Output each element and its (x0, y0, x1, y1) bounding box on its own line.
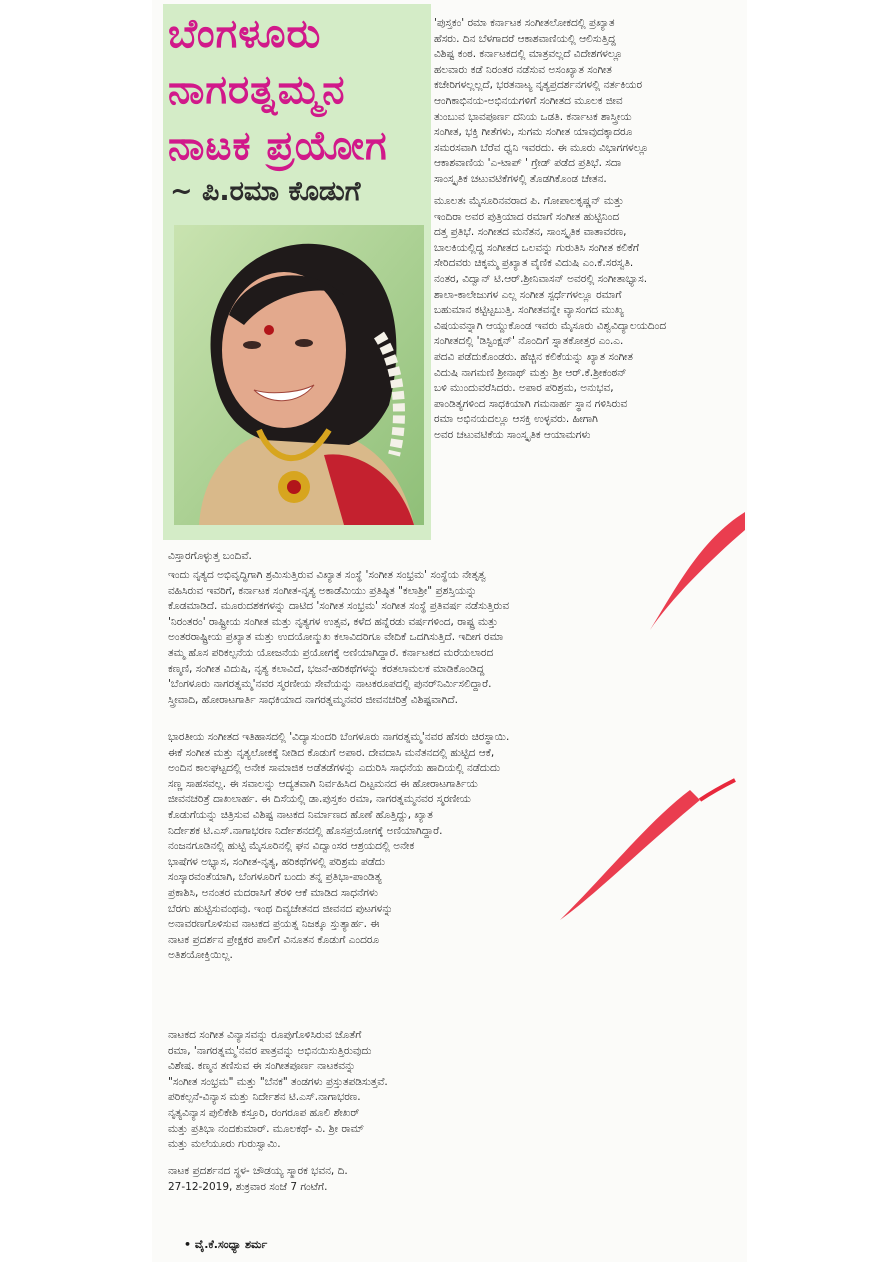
paragraph-6: ನಾಟಕದ ಸಂಗೀತ ವಿನ್ಯಾಸವನ್ನು ರೂಪುಗೊಳಿಸಿರುವ ಜೊತೆಗೆ ರಮಾ, 'ನಾಗರತ್ನಮ್ಮ'ನವರ ಪಾತ್ರವನ್ನು ಅಭಿನಯಿಸುತ್ತಿರುವುದು ವಿಶೇಷ. ಕಣ್ಮನ ತಣಿಸುವ ಈ ಸಂಗೀತಪೂರ್ಣ ನಾಟಕವನ್ನು "ಸಂಗೀತ ಸಂಭ್ರಮ" ಮತ್ತು "ಬೆನಕ" ತಂಡಗಳು ಪ್ರಸ್ತುತಪಡಿಸುತ್ತವೆ. ಪರಿಕಲ್ಪನೆ-ವಿನ್ಯಾಸ ಮತ್ತು ನಿರ್ದೇಶನ ಟಿ.ಎಸ್.ನಾಗಾಭರಣ. ನೃತ್ಯವಿನ್ಯಾಸ ಪುಲಿಕೇಶಿ ಕಸ್ತೂರಿ, ರಂಗರೂಪ ಹೂಲಿ ಶೇಖರ್ ಮತ್ತು ಪ್ರತಿಭಾ ನಂದಕುಮಾರ್. ಮೂಲಕಥೆ- ವಿ. ಶ್ರೀ ರಾಮ್ ಮತ್ತು ಮಲೆಯೂರು ಗುರುಸ್ವಾಮಿ. (168, 1029, 388, 1151)
paragraph-3: ವಿಸ್ತಾರಗೊಳ್ಳುತ್ತ ಬಂದಿವೆ. (168, 550, 252, 562)
paragraph-4: ಇಂದು ನೃತ್ಯದ ಅಭಿವೃದ್ಧಿಗಾಗಿ ಶ್ರಮಿಸುತ್ತಿರುವ ವಿಖ್ಯಾತ ಸಂಸ್ಥೆ 'ಸಂಗೀತ ಸಂಭ್ರಮ' ಸಂಸ್ಥೆಯ ನೇತೃತ್ವ ವಹಿಸಿರುವ ಇವರಿಗೆ, ಕರ್ನಾಟಕ ಸಂಗೀತ-ನೃತ್ಯ ಅಕಾಡೆಮಿಯು ಪ್ರತಿಷ್ಠಿತ "ಕಲಾಶ್ರೀ" ಪ್ರಶಸ್ತಿಯನ್ನು ಕೊಡಮಾಡಿದೆ. ಮೂರುದಶಕಗಳನ್ನು ದಾಟಿದ 'ಸಂಗೀತ ಸಂಭ್ರಮ' ಸಂಗೀತ ಸಂಸ್ಥೆ ಪ್ರತಿವರ್ಷ ನಡೆಸುತ್ತಿರುವ 'ನಿರಂತರಂ' ರಾಷ್ಟ್ರೀಯ ಸಂಗೀತ ಮತ್ತು ನೃತ್ಯಗಳ ಉತ್ಸವ, ಕಳೆದ ಹನ್ನೆರಡು ವರ್ಷಗಳಿಂದ, ರಾಷ್ಟ್ರ ಮತ್ತು ಅಂತರರಾಷ್ಟ್ರೀಯ ಪ್ರಖ್ಯಾತ ಮತ್ತು ಉದಯೋನ್ಮುಖ ಕಲಾವಿದರಿಗೂ ವೇದಿಕೆ ಒದಗಿಸುತ್ತಿದೆ. ಇದೀಗ ರಮಾ ತಮ್ಮ ಹೊಸ ಪರಿಕಲ್ಪನೆಯ ಯೋಜನೆಯ ಪ್ರಯೋಗಕ್ಕೆ ಅಣಿಯಾಗಿದ್ದಾರೆ. ಕರ್ನಾಟಕದ ಮರೆಯಲಾರದ ಕಣ್ಮಣಿ, ಸಂಗೀತ ವಿದುಷಿ, ನೃತ್ಯ ಕಲಾವಿದೆ, ಭಜನೆ-ಹರಿಕಥೆಗಳನ್ನು ಕರತಲಾಮಲಕ ಮಾಡಿಕೊಂಡಿದ್ದ 'ಬೆಂಗಳೂರು ನಾಗರತ್ನಮ್ಮ'ನವರ ಸ್ಮರಣೀಯ ಸೇವೆಯನ್ನು ನಾಟಕರೂಪದಲ್ಲಿ ಪುನರ್‌ನಿರ್ಮಿಸಲಿದ್ದಾರೆ. ಸ್ತ್ರೀವಾದಿ, ಹೋರಾಟಗಾರ್ತಿ ಸಾಧಕಿಯಾದ ನಾಗರತ್ನಮ್ಮನವರ ಜೀವನಚರಿತ್ರೆ ವಿಶಿಷ್ಟವಾಗಿದೆ. (168, 569, 510, 706)
paragraph-1: 'ಪುಸ್ತಕಂ' ರಮಾ ಕರ್ನಾಟಕ ಸಂಗೀತಲೋಕದಲ್ಲಿ ಪ್ರಖ್ಯಾತ ಹೆಸರು. ದಿನ ಬೆಳಗಾದರೆ ಆಕಾಶವಾಣಿಯಲ್ಲಿ ಆಲಿಸುತ್ತಿದ್ದ ವಿಶಿಷ್ಟ ಕಂಠ. ಕರ್ನಾಟಕದಲ್ಲಿ ಮಾತ್ರವಲ್ಲದೆ ವಿದೇಶಗಳಲ್ಲೂ ಹಲವಾರು ಕಡೆ ನಿರಂತರ ನಡೆಸುವ ಅಸಂಖ್ಯಾತ ಸಂಗೀತ ಕಚೇರಿಗಳಲ್ಲಲ್ಲದೆ, ಭರತನಾಟ್ಯ ನೃತ್ಯಪ್ರದರ್ಶನಗಳಲ್ಲಿ ನರ್ತಕಿಯರ ಆಂಗಿಕಾಭಿನಯ-ಅಭಿನಯಗಳಿಗೆ ಸಂಗೀತದ ಮೂಲಕ ಜೀವ ತುಂಬುವ ಭಾವಪೂರ್ಣ ದನಿಯ ಒಡತಿ. ಕರ್ನಾಟಕ ಶಾಸ್ತ್ರೀಯ ಸಂಗೀತ, ಭಕ್ತಿ ಗೀತೆಗಳು, ಸುಗಮ ಸಂಗೀತ ಯಾವುದಕ್ಕಾದರೂ ಸಮರಸವಾಗಿ ಬೆರೆವ ಧ್ವನಿ ಇವರದು. ಈ ಮೂರು ವಿಭಾಗಗಳಲ್ಲೂ ಆಕಾಶವಾಣಿಯ 'ಎ-ಟಾಪ್ ' ಗ್ರೇಡ್ ಪಡೆದ ಪ್ರತಿಭೆ. ಸದಾ ಸಾಂಸ್ಕೃತಿಕ ಚಟುವಟಿಕೆಗಳಲ್ಲಿ ತೊಡಗಿಕೊಂಡ ಚೇತನ. (434, 17, 649, 185)
decorative-ribbon (500, 500, 750, 980)
headline-line-3: ನಾಟಕ ಪ್ರಯೋಗ (168, 123, 388, 169)
headline (168, 6, 428, 174)
paragraph-5: ಭಾರತೀಯ ಸಂಗೀತದ ಇತಿಹಾಸದಲ್ಲಿ 'ವಿದ್ಯಾಸುಂದರಿ ಬೆಂಗಳೂರು ನಾಗರತ್ನಮ್ಮ'ನವರ ಹೆಸರು ಚಿರಸ್ಥಾಯಿ. ಈಕೆ ಸಂಗೀತ ಮತ್ತು ನೃತ್ಯಲೋಕಕ್ಕೆ ನೀಡಿದ ಕೊಡುಗೆ ಅಪಾರ. ದೇವದಾಸಿ ಮನೆತನದಲ್ಲಿ ಹುಟ್ಟಿದ ಆಕೆ, ಅಂದಿನ ಕಾಲಘಟ್ಟದಲ್ಲಿ ಅನೇಕ ಸಾಮಾಜಿಕ ಅಡೆತಡೆಗಳನ್ನು ಎದುರಿಸಿ ಸಾಧನೆಯ ಹಾದಿಯಲ್ಲಿ ನಡೆದುದು ಸಣ್ಣ ಸಾಹಸವಲ್ಲ. ಈ ಸವಾಲನ್ನು ಆದ್ಯತವಾಗಿ ನಿರ್ವಹಿಸಿದ ದಿಟ್ಟಮನದ ಈ ಹೋರಾಟಗಾರ್ತಿಯ ಜೀವನಚರಿತ್ರೆ ದಾಖಲಾರ್ಹ. ಈ ದಿಸೆಯಲ್ಲಿ ಡಾ.ಪುಸ್ತಕಂ ರಮಾ, ನಾಗರತ್ನಮ್ಮನವರ ಸ್ಮರಣೀಯ ಕೊಡುಗೆಯನ್ನು ಚಿತ್ರಿಸುವ ವಿಶಿಷ್ಟ ನಾಟಕದ ನಿರ್ಮಾಣದ ಹೊಣೆ ಹೊತ್ತಿದ್ದು, ಖ್ಯಾತ ನಿರ್ದೇಶಕ ಟಿ.ಎಸ್.ನಾಗಾಭರಣ ನಿರ್ದೇಶನದಲ್ಲಿ ಹೊಸಪ್ರಯೋಗಕ್ಕೆ ಅಣಿಯಾಗಿದ್ದಾರೆ. ನಂಜನಗೂಡಿನಲ್ಲಿ ಹುಟ್ಟಿ ಮೈಸೂರಿನಲ್ಲಿ ಘನ ವಿದ್ವಾಂಸರ ಆಶ್ರಯದಲ್ಲಿ ಅನೇಕ ಭಾಷೆಗಳ ಅಭ್ಯಾಸ, ಸಂಗೀತ-ನೃತ್ಯ, ಹರಿಕಥೆಗಳಲ್ಲಿ ಪರಿಶ್ರಮ ಪಡೆದು ಸಂಸ್ಕಾರವಂತೆಯಾಗಿ, ಬೆಂಗಳೂರಿಗೆ ಬಂದು ತನ್ನ ಪ್ರತಿಭಾ-ಪಾಂಡಿತ್ಯ ಪ್ರಕಾಶಿಸಿ, ಅನಂತರ ಮದರಾಸಿಗೆ ತೆರಳಿ ಆಕೆ ಮಾಡಿದ ಸಾಧನೆಗಳು ಬೆರಗು ಹುಟ್ಟಿಸುವಂಥವು. ಇಂಥ ದಿವ್ಯಚೇತನದ ಜೀವನದ ಪುಟಗಳನ್ನು ಅನಾವರಣಗೊಳಿಸುವ ನಾಟಕದ ಪ್ರಯತ್ನ ನಿಜಕ್ಕೂ ಸ್ತುತ್ಯಾರ್ಹ. ಈ ನಾಟಕ ಪ್ರದರ್ಶನ ಪ್ರೇಕ್ಷಕರ ಪಾಲಿಗೆ ವಿನೂತನ ಕೊಡುಗೆ ಎಂದರೂ ಅತಿಶಯೋಕ್ತಿಯಿಲ್ಲ. (168, 731, 510, 962)
byline: ~ ಪಿ.ರಮಾ ಕೊಡುಗೆ (170, 176, 361, 207)
author-signature: • ವೈ.ಕೆ.ಸಂಧ್ಯಾ ಶರ್ಮ (184, 1238, 268, 1251)
portrait-photo (174, 225, 424, 525)
paragraph-7: ನಾಟಕ ಪ್ರದರ್ಶನದ ಸ್ಥಳ- ಚೌಡಯ್ಯ ಸ್ಮಾರಕ ಭವನ, ದಿ. 27-12-2019, ಶುಕ್ರವಾರ ಸಂಜೆ 7 ಗಂಟೆಗೆ. (168, 1165, 348, 1193)
headline-line-2: ನಾಗರತ್ನಮ್ಮನ (168, 67, 346, 113)
headline-line-1: ಬೆಂಗಳೂರು (168, 11, 322, 57)
paragraph-2: ಮೂಲತಃ ಮೈಸೂರಿನವರಾದ ಪಿ. ಗೋಪಾಲಕೃಷ್ಣನ್ ಮತ್ತು ಇಂದಿರಾ ಅವರ ಪುತ್ರಿಯಾದ ರಮಾಗೆ ಸಂಗೀತ ಹುಟ್ಟಿನಿಂದ ದತ್ತ ಪ್ರತಿಭೆ. ಸಂಗೀತದ ಮನೆತನ, ಸಾಂಸ್ಕೃತಿಕ ವಾತಾವರಣ, ಬಾಲಕಿಯಲ್ಲಿದ್ದ ಸಂಗೀತದ ಒಲವನ್ನು ಗುರುತಿಸಿ ಸಂಗೀತ ಕಲಿಕೆಗೆ ಸೇರಿದವರು ಚಿಕ್ಕಮ್ಮ ಪ್ರಖ್ಯಾತ ವೈಣಿಕ ವಿದುಷಿ ಎಂ.ಕೆ.ಸರಸ್ವತಿ. ನಂತರ, ವಿದ್ವಾನ್ ಟಿ.ಆರ್.ಶ್ರೀನಿವಾಸನ್ ಅವರಲ್ಲಿ ಸಂಗೀತಾಭ್ಯಾಸ. ಶಾಲಾ-ಕಾಲೇಜುಗಳ ಎಲ್ಲ ಸಂಗೀತ ಸ್ಪರ್ಧೆಗಳಲ್ಲೂ ರಮಾಗೆ ಬಹುಮಾನ ಕಟ್ಟಿಟ್ಟಬುತ್ತಿ. ಸಂಗೀತವನ್ನೇ ವ್ಯಾಸಂಗದ ಮುಖ್ಯ ವಿಷಯವನ್ನಾಗಿ ಆಯ್ದುಕೊಂಡ ಇವರು ಮೈಸೂರು ವಿಶ್ವವಿದ್ಯಾಲಯದಿಂದ ಸಂಗೀತದಲ್ಲಿ 'ಡಿಸ್ಟಿಂಕ್ಷನ್' ನೊಂದಿಗೆ ಸ್ನಾತಕೋತ್ತರ ಎಂ.ಎ. ಪದವಿ ಪಡೆದುಕೊಂಡರು. ಹೆಚ್ಚಿನ ಕಲಿಕೆಯನ್ನು ಖ್ಯಾತ ಸಂಗೀತ ವಿದುಷಿ ನಾಗಮಣಿ ಶ್ರೀನಾಥ್ ಮತ್ತು ಶ್ರೀ ಆರ್.ಕೆ.ಶ್ರೀಕಂಠನ್ ಬಳಿ ಮುಂದುವರೆಸಿದರು. ಅಪಾರ ಪರಿಶ್ರಮ, ಅನುಭವ, ಪಾಂಡಿತ್ಯಗಳಿಂದ ಸಾಧಕಿಯಾಗಿ ಗಮನಾರ್ಹ ಸ್ಥಾನ ಗಳಿಸಿರುವ ರಮಾ ಅಭಿನಯದಲ್ಲೂ ಆಸಕ್ತಿ ಉಳ್ಳವರು. ಹೀಗಾಗಿ ಅವರ ಚಟುವಟಿಕೆಯ ಸಾಂಸ್ಕೃತಿಕ ಆಯಾಮಗಳು (434, 195, 667, 441)
